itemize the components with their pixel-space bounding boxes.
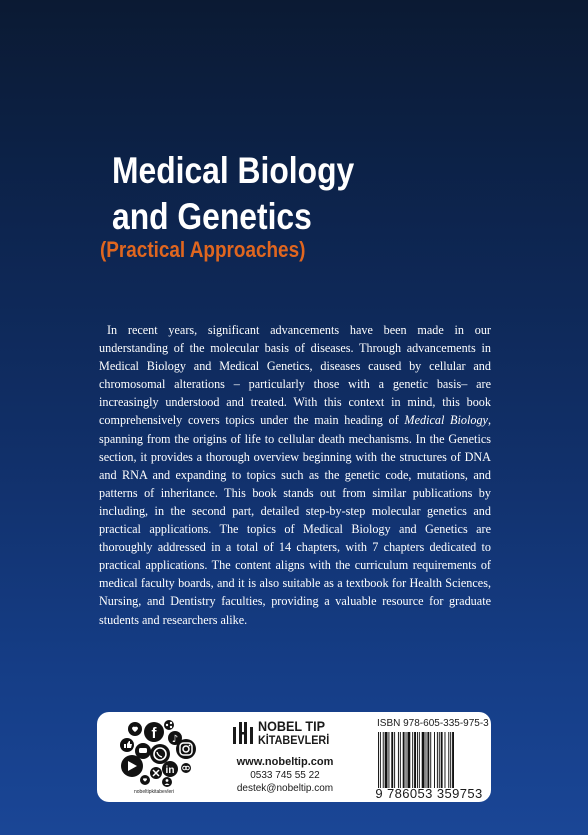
heart-icon [128,722,142,736]
linkedin-icon [162,761,178,777]
small-heart-icon [140,775,150,785]
publisher-logo-mark-icon [232,721,254,745]
publisher-name: NOBEL TIP [258,718,325,734]
people-icon [162,777,172,787]
facebook-icon [144,722,164,742]
svg-text:♪: ♪ [171,734,179,745]
isbn-barcode [376,732,484,788]
svg-text:in: in [165,765,175,776]
book-description [99,321,491,629]
x-icon [150,767,162,779]
description-italic-term: Medical Biology [404,413,488,428]
barcode-number: 9 786053 359753 [375,786,483,801]
publisher-phone: 0533 745 55 22 [250,770,320,781]
svg-text:f: f [151,725,157,742]
book-subtitle: (Practical Approaches) [100,237,306,262]
isbn-label: ISBN 978-605-335-975-3 [377,718,489,729]
publisher-info-panel [97,712,491,802]
publisher-subname: KİTABEVLERİ [258,733,330,747]
title-line-2: and Genetics [112,196,312,237]
share-icon [164,720,174,730]
title-line-1: Medical Biology [112,150,355,191]
youtube-icon [121,755,143,777]
instagram-icon [176,739,196,759]
link-icon [181,763,191,773]
like-icon [120,738,134,752]
social-media-handle: nobeltipkitabevleri [133,789,175,795]
book-title [112,148,354,240]
whatsapp-icon [150,744,170,764]
publisher-website: www.nobeltip.com [236,756,334,768]
social-media-icons-cluster [105,718,203,788]
publisher-logo [232,719,342,747]
description-text-1: In recent years, significant advancements have been made in our understanding of the molecular basis of diseases. Through advancements in Medical Biology and Medical Genetics, diseases caused by cellular and chromosomal alterations – particularly those with a genetic basis– are increasingly understood and treated. With this context in mind, this book comprehensively covers topics under the main heading of [99,323,491,428]
publisher-email: destek@nobeltip.com [236,783,334,794]
publisher-contact [225,755,345,795]
description-text-2: , spanning from the origins of life to cellular death mechanisms. In the Genetics section, it provides a thorough overview beginning with the structures of DNA and RNA and expanding to topics such as the genetic code, mutations, and patterns of inheritance. This book stands out from similar publications by including, in the second part, detailed step-by-step molecular genetics and practical applications. The topics of Medical Biology and Genetics are thoroughly addressed in a total of 14 chapters, with 7 chapters dedicated to practical applications. The content aligns with the curriculum requirements of medical faculty boards, and it is also suitable as a textbook for Health Sciences, Nursing, and Dentistry faculties, providing a valuable resource for graduate students and researchers alike. [99,413,491,627]
